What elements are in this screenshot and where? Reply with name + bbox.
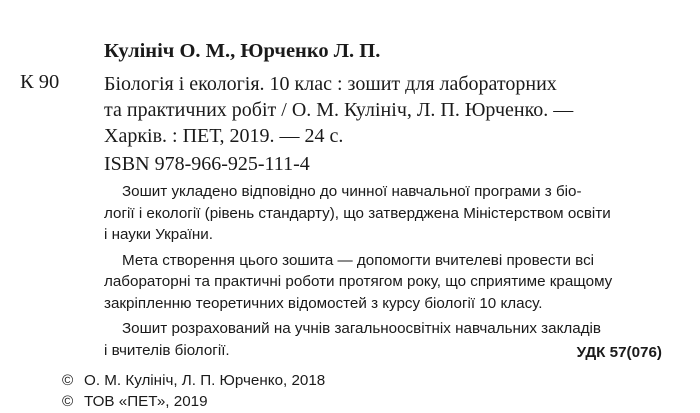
annotation-line: Мета створення цього зошита — допомогти вчителеві провести всі — [122, 251, 595, 269]
copyright-symbol: © — [62, 393, 74, 410]
author-cipher: К 90 — [20, 71, 60, 93]
annotation-line: і вчителів біології. — [104, 341, 230, 359]
bibliographic-line: та практичних робіт / О. М. Кулініч, Л. П. Юрченко. — — [104, 99, 574, 121]
copyright-line-authors — [62, 372, 325, 389]
authors-heading: Кулініч О. М., Юрченко Л. П. — [104, 40, 381, 62]
copyright-symbol: © — [62, 372, 74, 389]
copyright-text: ТОВ «ПЕТ», 2019 — [84, 393, 208, 410]
bibliographic-line: Біологія і екологія. 10 клас : зошит для лабораторних — [104, 73, 557, 95]
annotation-line: закріпленню теоретичних відомостей з курсу біології 10 класу. — [104, 294, 543, 312]
annotation-line: логії і екології (рівень стандарту), що затверджена Міністерством освіти — [104, 204, 611, 222]
annotation-line: лабораторні та практичні роботи протягом року, що сприятиме кращому — [104, 273, 613, 290]
copyright-line-publisher — [62, 393, 208, 410]
copyright-text: О. М. Кулініч, Л. П. Юрченко, 2018 — [84, 372, 326, 389]
udk-code: УДК 57(076) — [576, 344, 662, 361]
annotation-paragraph-1 — [104, 181, 664, 246]
annotation — [104, 181, 664, 365]
annotation-line: і науки України. — [104, 226, 214, 243]
annotation-paragraph-2 — [104, 250, 664, 315]
annotation-line: Зошит розрахований на учнів загальноосвітніх навчальних закладів — [122, 320, 601, 337]
bibliographic-description — [104, 71, 664, 149]
annotation-line: Зошит укладено відповідно до чинної навчальної програми з біо- — [122, 183, 582, 200]
bibliographic-line: Харків. : ПЕТ, 2019. — 24 с. — [104, 125, 344, 147]
isbn-number: ISBN 978-966-925-111-4 — [104, 153, 310, 175]
